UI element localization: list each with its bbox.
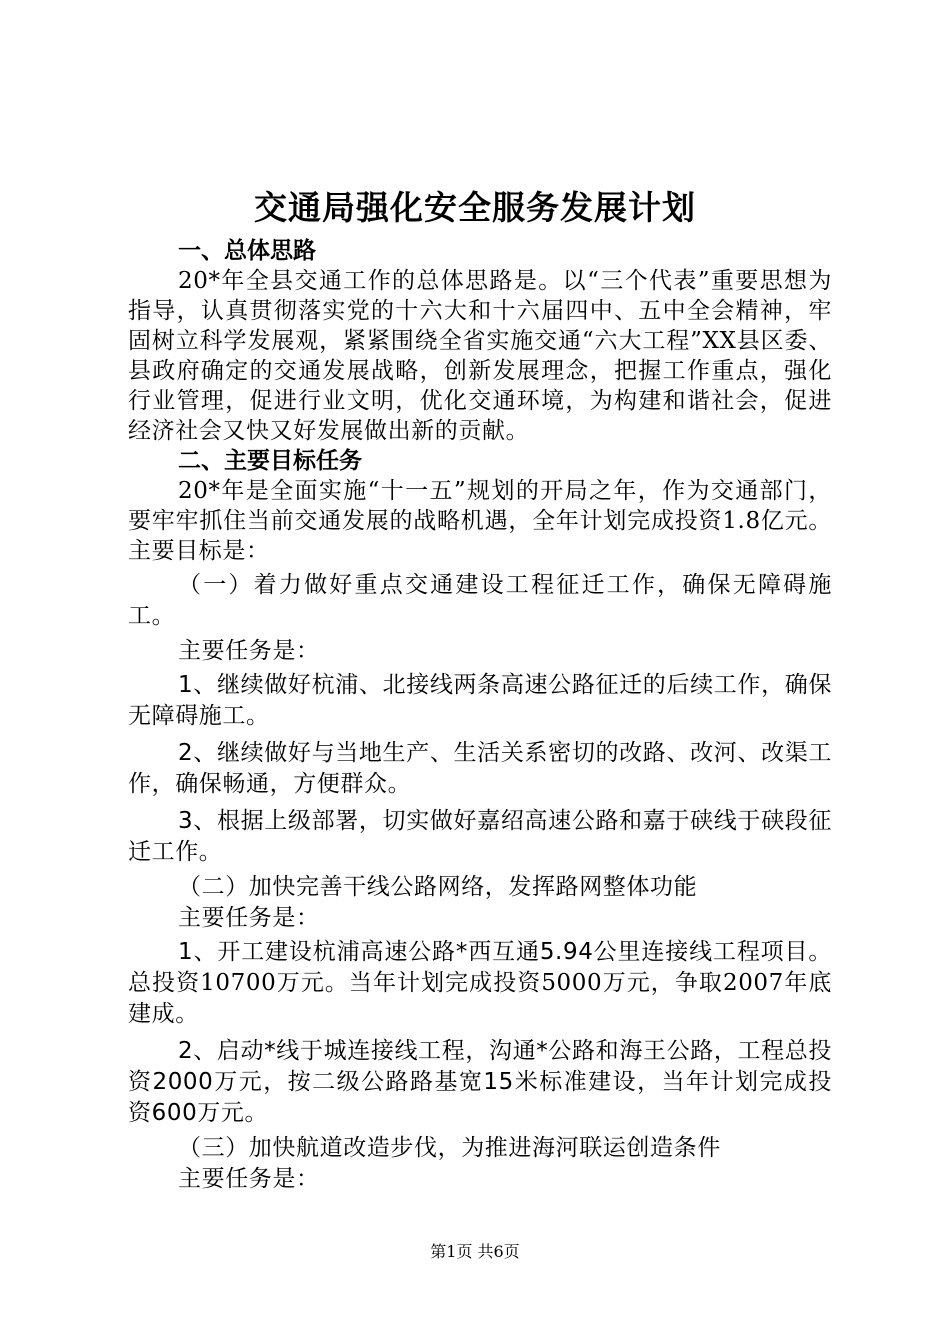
task-item-1-2: 2、继续做好与当地生产、生活关系密切的改路、改河、改渠工作，确保畅通，方便群众。 [128,740,832,797]
section-heading-targets: 二、主要目标任务 [178,448,362,474]
paragraph-overall-thinking: 20*年全县交通工作的总体思路是。以“三个代表”重要思想为指导，认真贯彻落实党的十六大和十六届四中、五中全会精神，牢固树立科学发展观，紧紧围绕全省实施交通“六大工程”XX县区委、县政府确定的交通发展战略，创新发展理念，把握工作重点，强化行业管理，促进行业文明，优化交通环境，为构建和谐社会，促进经济社会又快又好发展做出新的贡献。 [128,268,832,444]
subsection-heading-1: （一）着力做好重点交通建设工程征迁工作，确保无障碍施工。 [128,572,832,629]
task-item-2-1-rest: 总投资10700万元。当年计划完成投资5000万元，争取2007年底建成。 [128,970,832,1027]
page-footer: 第1页 共6页 [430,1242,520,1261]
task-item-2-1-lead: 1、开工建设杭浦高速公路*西互通5.94公里连接线工程项目。 [178,939,832,965]
document-body [128,236,832,1194]
paragraph-targets-intro: 20*年是全面实施“十一五”规划的开局之年，作为交通部门，要牢牢抓住当前交通发展的战略机遇，全年计划完成投资1.8亿元。主要目标是： [128,478,832,564]
main-tasks-label-2: 主要任务是： [178,905,320,931]
task-item-2-1 [128,937,832,1030]
task-item-1-1: 1、继续做好杭浦、北接线两条高速公路征迁的后续工作，确保无障碍施工。 [128,672,832,729]
subsection-heading-2: （二）加快完善干线公路网络，发挥路网整体功能 [178,874,698,900]
task-item-1-3: 3、根据上级部署，切实做好嘉绍高速公路和嘉于硖线于硖段征迁工作。 [128,808,832,865]
document-title: 交通局强化安全服务发展计划 [254,188,696,227]
main-tasks-label-3: 主要任务是： [178,1166,320,1192]
subsection-heading-3: （三）加快航道改造步伐，为推进海河联运创造条件 [178,1135,721,1161]
section-heading-overall: 一、总体思路 [178,238,316,264]
main-tasks-label-1: 主要任务是： [178,638,320,664]
task-item-2-2: 2、启动*线于城连接线工程，沟通*公路和海王公路，工程总投资2000万元，按二级公路路基宽15米标准建设，当年计划完成投资600万元。 [128,1038,832,1126]
